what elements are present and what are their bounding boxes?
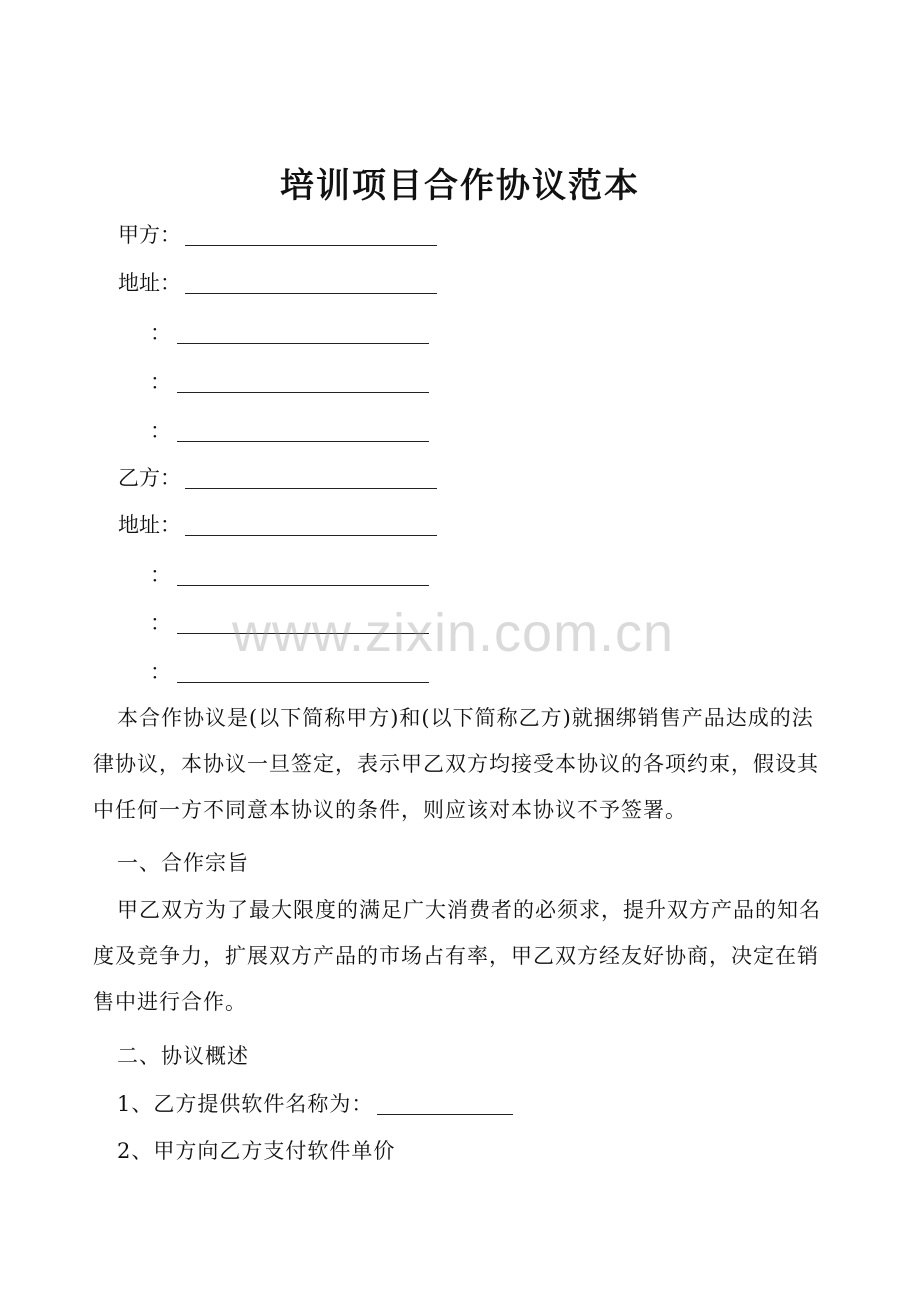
party-b-address-blank: [185, 508, 437, 536]
party-a-extra-blank-2: [177, 365, 429, 393]
party-a-field: [118, 218, 437, 252]
party-a-extra-field-3: [150, 414, 429, 448]
party-b-label: 乙方：: [118, 466, 181, 490]
party-b-extra-blank-3: [177, 655, 429, 683]
party-b-extra-field-3: [150, 655, 429, 689]
party-b-extra-blank-1: [177, 558, 429, 586]
party-b-extra-label-1: ：: [150, 563, 171, 587]
party-a-extra-blank-3: [177, 414, 429, 442]
party-b-extra-blank-2: [177, 606, 429, 634]
agreement-item-1: [117, 1087, 513, 1121]
party-b-extra-field-1: [150, 558, 429, 592]
party-b-address-field: [118, 508, 437, 542]
party-a-address-label: 地址：: [118, 271, 181, 295]
party-b-field: [118, 461, 437, 495]
party-a-extra-blank-1: [177, 316, 429, 344]
party-b-address-label: 地址：: [118, 513, 181, 537]
section-2-heading: 二、协议概述: [117, 1044, 249, 1068]
party-a-blank: [185, 218, 437, 246]
watermark: www.zixin.com.cn: [232, 603, 675, 663]
intro-paragraph: 本合作协议是(以下简称甲方)和(以下简称乙方)就捆绑销售产品达成的法律协议，本协议一旦签定，表示甲乙双方均接受本协议的各项约束，假设其中任何一方不同意本协议的条件，则应该对本协议不予签署。: [93, 706, 819, 822]
party-a-extra-label-3: ：: [150, 419, 171, 443]
party-a-label: 甲方：: [118, 223, 181, 247]
party-a-extra-field-2: [150, 365, 429, 399]
party-b-extra-label-3: ：: [150, 660, 171, 684]
party-a-extra-label-2: ：: [150, 370, 171, 394]
party-b-blank: [185, 461, 437, 489]
party-a-address-blank: [185, 266, 437, 294]
party-a-address-field: [118, 266, 437, 300]
party-a-extra-label-1: ：: [150, 321, 171, 345]
document-title: 培训项目合作协议范本: [280, 166, 640, 206]
section-1-heading: 一、合作宗旨: [117, 851, 249, 875]
party-b-extra-field-2: [150, 606, 429, 640]
party-b-extra-label-2: ：: [150, 611, 171, 635]
agreement-item-2: 2、甲方向乙方支付软件单价: [117, 1139, 396, 1163]
agreement-item-1-text: 1、乙方提供软件名称为：: [117, 1092, 374, 1116]
software-name-blank: [377, 1087, 513, 1115]
section-1-body: 甲乙双方为了最大限度的满足广大消费者的必须求，提升双方产品的知名度及竞争力，扩展双方产品的市场占有率，甲乙双方经友好协商，决定在销售中进行合作。: [93, 898, 821, 1014]
party-a-extra-field-1: [150, 316, 429, 350]
